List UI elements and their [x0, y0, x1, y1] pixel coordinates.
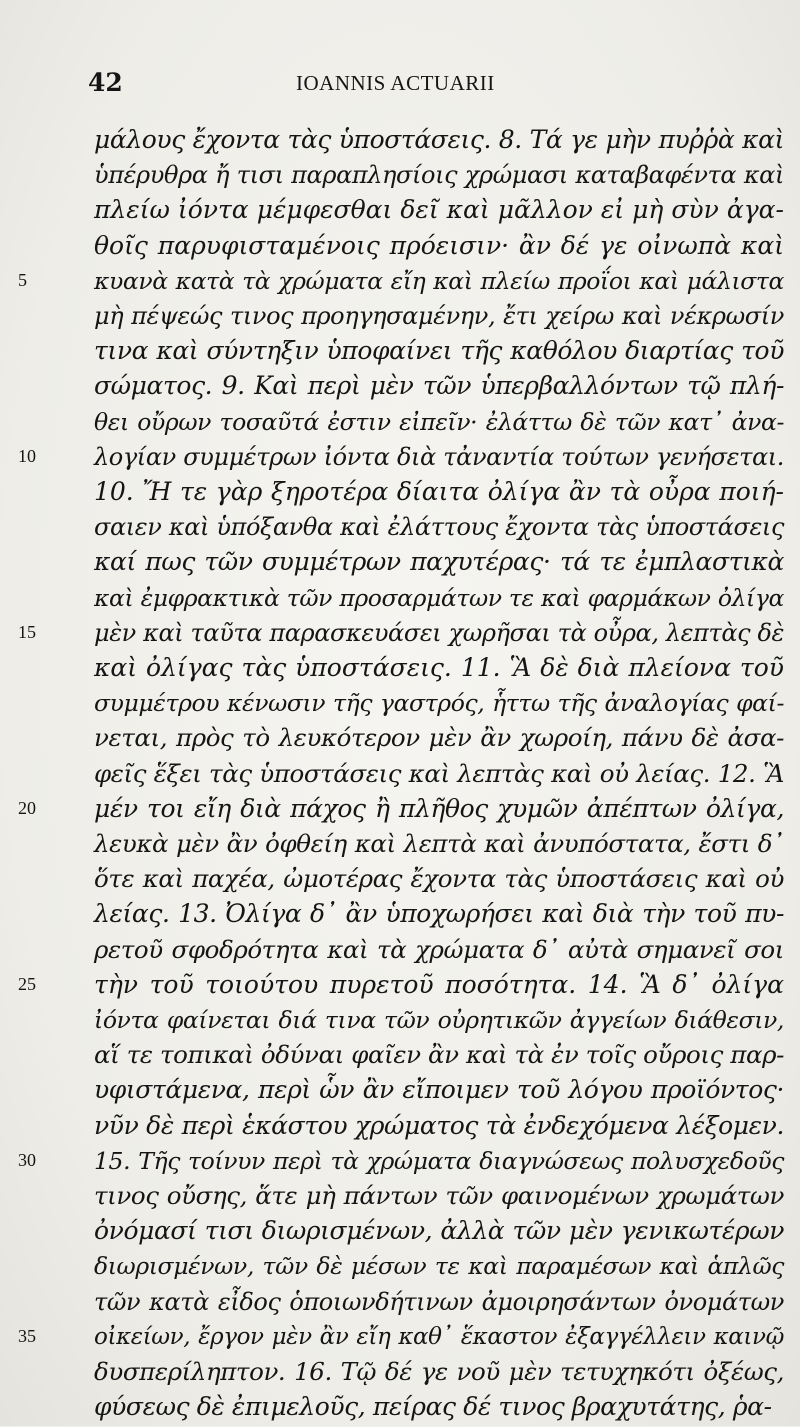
text-line — [0, 120, 800, 160]
line-text: συμμέτρου κένωσιν τῆς γαστρός, ἧττω τῆς ἀναλογίας φαί- — [94, 689, 784, 718]
text-line — [0, 1070, 800, 1110]
line-text: μέν τοι εἴη διὰ πάχος ἢ πλῆθος χυμῶν ἀπέπτων ὀλίγα, — [94, 793, 784, 823]
line-text: πλείω ἰόντα μέμφεσθαι δεῖ καὶ μᾶλλον εἰ μὴ σὺν ἀγα- — [94, 195, 784, 225]
text-line — [0, 578, 800, 618]
text-line — [0, 1176, 800, 1216]
text-line — [0, 507, 800, 547]
text-line — [0, 542, 800, 582]
text-line — [0, 190, 800, 230]
line-text: τὴν τοῦ τοιούτου πυρετοῦ ποσότητα. 14. Ἃ δ᾽ ὀλίγα — [94, 969, 784, 999]
text-line — [0, 683, 800, 723]
text-line — [0, 331, 800, 371]
line-text: ἰόντα φαίνεται διά τινα τῶν οὐρητικῶν ἀγγείων διάθεσιν, — [94, 1006, 784, 1034]
line-text: μάλους ἔχοντα τὰς ὑποστάσεις. 8. Τά γε μὴν πυῤῥὰ καὶ — [94, 125, 784, 154]
text-line — [0, 859, 800, 899]
line-text: ὀνόμασί τισι διωρισμένων, ἀλλὰ τῶν μὲν γενικωτέρων — [94, 1216, 784, 1246]
line-text: σώματος. 9. Καὶ περὶ μὲν τῶν ὑπερβαλλόντων τῷ πλή- — [94, 371, 784, 401]
running-head: IOANNIS ACTUARII — [296, 71, 495, 95]
text-line — [0, 965, 800, 1005]
page-header — [0, 62, 800, 102]
text-line — [0, 613, 800, 653]
line-text: υφιστάμενα, περὶ ὧν ἂν εἴποιμεν τοῦ λόγου προϊόντος· — [94, 1075, 784, 1105]
text-line — [0, 648, 800, 688]
line-text: διωρισμένων, τῶν δὲ μέσων τε καὶ παραμέσων καὶ ἁπλῶς — [94, 1252, 784, 1281]
line-text: αἵ τε τοπικαὶ ὀδύναι φαῖεν ἂν καὶ τὰ ἐν τοῖς οὔροις παρ- — [94, 1040, 785, 1070]
line-text: καὶ ἐμφρακτικὰ τῶν προσαρμάτων τε καὶ φαρμάκων ὀλίγα — [94, 583, 784, 612]
text-line — [0, 824, 800, 864]
line-text: θοῖς παρυφισταμένοις πρόεισιν· ἂν δέ γε οἰνωπὰ καὶ — [94, 230, 784, 260]
line-text: ρετοῦ σφοδρότητα καὶ τὰ χρώματα δ᾽ αὐτὰ σημανεῖ σοι — [94, 934, 784, 964]
text-line — [0, 1282, 800, 1322]
line-number: 35 — [18, 1325, 36, 1346]
text-line — [0, 1106, 800, 1146]
text-line — [0, 226, 800, 266]
line-text: τινος οὔσης, ἅτε μὴ πάντων τῶν φαινομένων χρωμάτων — [94, 1181, 784, 1210]
line-text: 15. Τῆς τοίνυν περὶ τὰ χρώματα διαγνώσεως πολυσχεδοῦς — [94, 1146, 784, 1175]
line-text: οἰκείων, ἔργον μὲν ἂν εἴη καθ᾽ ἕκαστον ἐξαγγέλλειν καινῷ — [94, 1323, 784, 1350]
line-text: δυσπερίληπτον. 16. Τῷ δέ γε νοῦ μὲν τετυχηκότι ὀξέως, — [94, 1357, 784, 1386]
line-number: 25 — [18, 973, 36, 994]
line-text: λευκὰ μὲν ἂν ὀφθείη καὶ λεπτὰ καὶ ἀνυπόστατα, ἔστι δ᾽ — [94, 829, 784, 858]
line-text: θει οὔρων τοσαῦτά ἐστιν εἰπεῖν· ἐλάττω δὲ τῶν κατ᾽ ἀνα- — [94, 407, 784, 436]
line-text: σαιεν καὶ ὑπόξανθα καὶ ἐλάττους ἔχοντα τὰς ὑποστάσεις — [94, 513, 784, 542]
text-line — [0, 718, 800, 758]
line-text: νεται, πρὸς τὸ λευκότερον μὲν ἂν χωροίη, πάνυ δὲ ἀσα- — [94, 723, 784, 753]
text-line — [0, 894, 800, 934]
line-text: ὅτε καὶ παχέα, ὠμοτέρας ἔχοντα τὰς ὑποστάσεις καὶ οὐ — [94, 864, 784, 894]
line-text: λογίαν συμμέτρων ἰόντα διὰ τἀναντία τούτων γενήσεται. — [94, 442, 784, 471]
line-number: 30 — [18, 1149, 36, 1170]
text-line — [0, 261, 800, 301]
line-text: τινα καὶ σύντηξιν ὑποφαίνει τῆς καθόλου διαρτίας τοῦ — [94, 336, 784, 366]
line-text: μὴ πέψεώς τινος προηγησαμένην, ἔτι χείρω καὶ νέκρωσίν — [94, 302, 784, 330]
text-line — [0, 1141, 800, 1181]
text-line — [0, 366, 800, 406]
line-text: καί πως τῶν συμμέτρων παχυτέρας· τά τε ἐμπλαστικὰ — [94, 547, 784, 577]
text-line — [0, 1035, 800, 1075]
text-line — [0, 155, 800, 195]
text-line — [0, 789, 800, 829]
line-text: ὑπέρυθρα ἤ τισι παραπλησίοις χρώμασι καταβαφέντα καὶ — [94, 161, 784, 190]
text-line — [0, 472, 800, 512]
text-line — [0, 1352, 800, 1392]
text-line — [0, 754, 800, 794]
text-line — [0, 1387, 800, 1427]
text-line — [0, 437, 800, 477]
text-line — [0, 1000, 800, 1040]
line-text: 10. Ἤ τε γὰρ ξηροτέρα δίαιτα ὀλίγα ἂν τὰ οὖρα ποιή- — [94, 477, 784, 506]
line-text: λείας. 13. Ὀλίγα δ᾽ ἂν ὑποχωρήσει καὶ διὰ τὴν τοῦ πυ- — [94, 899, 784, 929]
line-text: νῦν δὲ περὶ ἑκάστου χρώματος τὰ ἐνδεχόμενα λέξομεν. — [94, 1110, 784, 1140]
text-line — [0, 296, 800, 336]
text-line — [0, 1246, 800, 1286]
line-number: 5 — [18, 269, 27, 290]
line-text: τῶν κατὰ εἶδος ὁποιωνδήτινων ἀμοιρησάντων ὀνομάτων — [94, 1287, 784, 1316]
text-line — [0, 1211, 800, 1251]
text-line — [0, 930, 800, 970]
line-number: 20 — [18, 797, 36, 818]
line-number: 10 — [18, 445, 36, 466]
line-text: μὲν καὶ ταῦτα παρασκευάσει χωρῆσαι τὰ οὖρα, λεπτὰς δὲ — [94, 618, 784, 647]
page-number: 42 — [88, 68, 123, 97]
line-number: 15 — [18, 621, 36, 642]
line-text: καὶ ὀλίγας τὰς ὑποστάσεις. 11. Ἃ δὲ διὰ πλείονα τοῦ — [94, 653, 784, 682]
text-line — [0, 1317, 800, 1357]
line-text: κυανὰ κατὰ τὰ χρώματα εἴη καὶ πλείω προΐοι καὶ μάλιστα — [94, 266, 784, 295]
text-line — [0, 402, 800, 442]
line-text: φεῖς ἕξει τὰς ὑποστάσεις καὶ λεπτὰς καὶ οὐ λείας. 12. Ἃ — [94, 758, 784, 788]
line-text: φύσεως δὲ ἐπιμελοῦς, πείρας δέ τινος βραχυτάτης, ῥα- — [94, 1392, 772, 1422]
